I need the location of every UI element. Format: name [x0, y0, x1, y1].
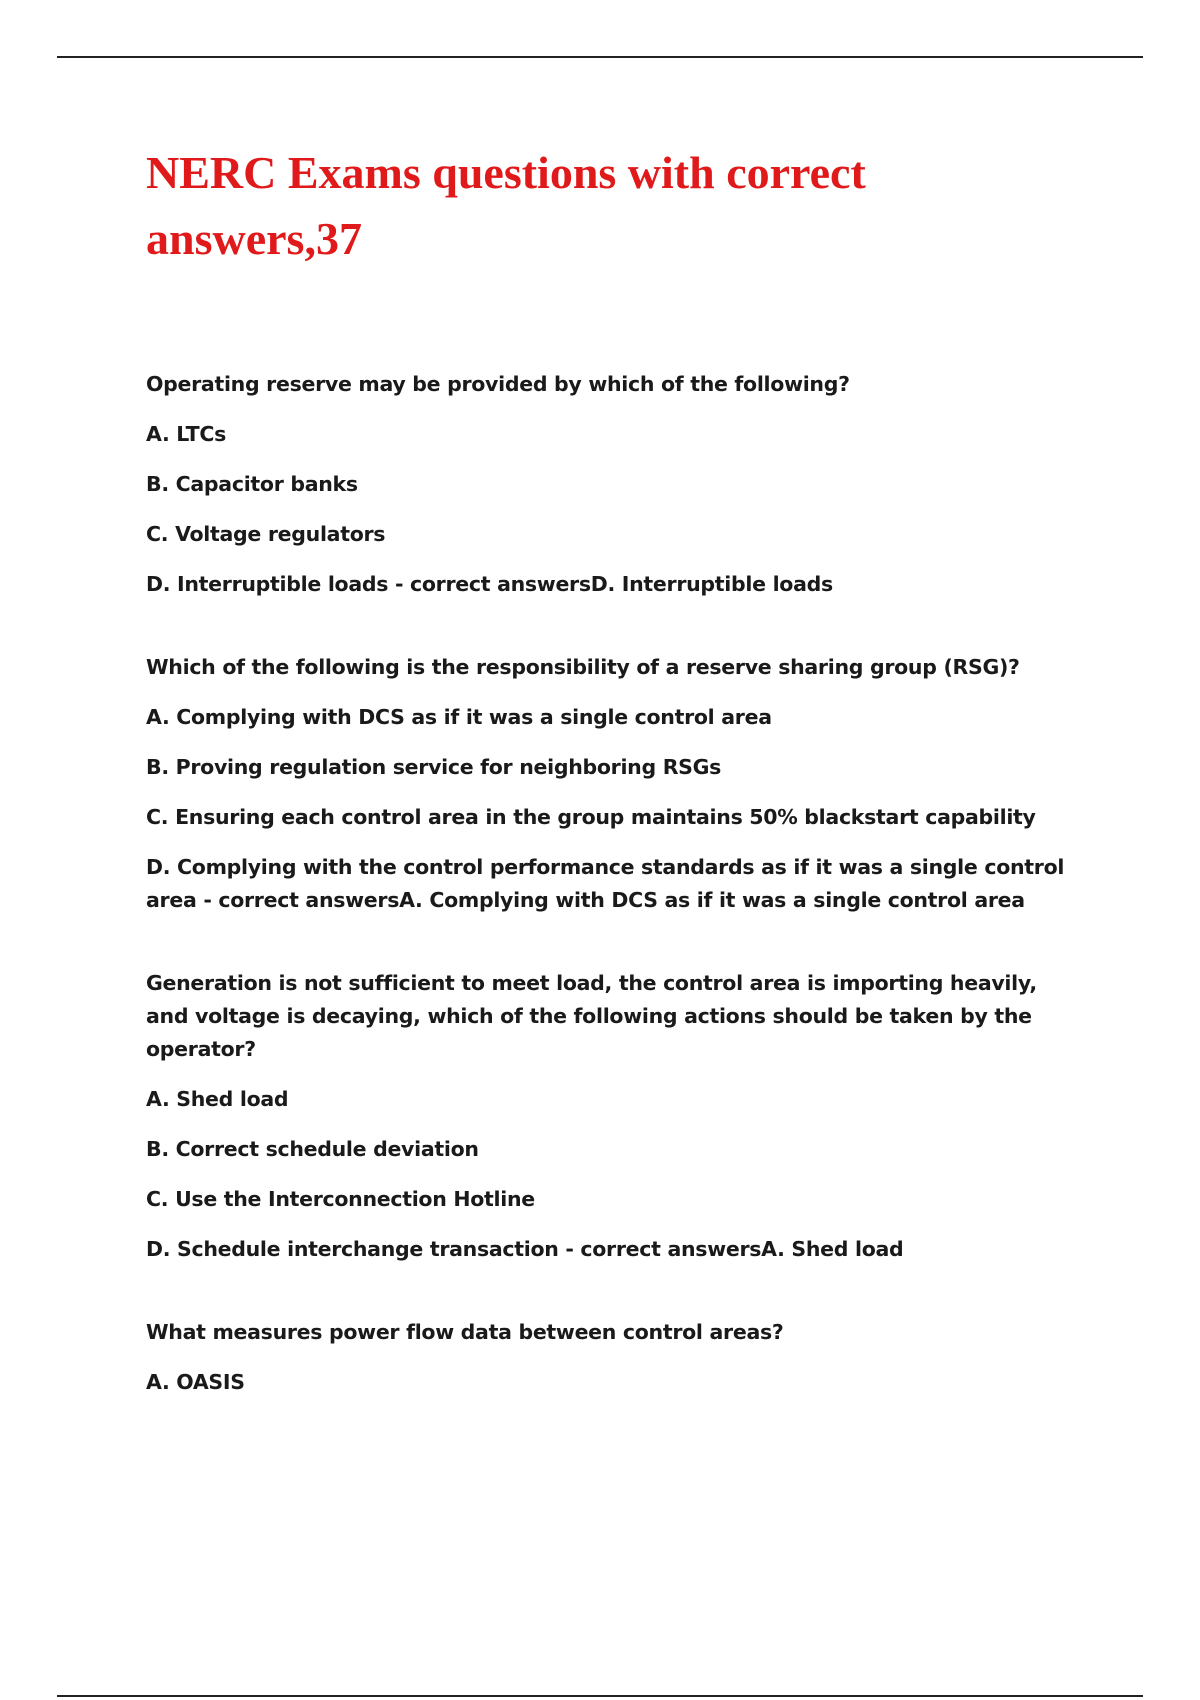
answer-option: D. Schedule interchange transaction - correct answersA. Shed load: [146, 1237, 904, 1261]
question-text: Generation is not sufficient to meet load, the control area is importing heavily, and voltage is decaying, which of the following actions should be taken by the operator?: [146, 971, 1037, 1061]
answer-option: A. LTCs: [146, 422, 226, 446]
question-text: What measures power flow data between control areas?: [146, 1320, 784, 1344]
answer-option: C. Voltage regulators: [146, 522, 386, 546]
header-rule: [57, 56, 1143, 58]
question-text: Operating reserve may be provided by which of the following?: [146, 372, 850, 396]
answer-option: C. Ensuring each control area in the group maintains 50% blackstart capability: [146, 805, 1036, 829]
answer-option: B. Proving regulation service for neighboring RSGs: [146, 755, 722, 779]
answer-option: D. Complying with the control performance standards as if it was a single control area - correct answersA. Complying with DCS as if it was a single control area: [146, 855, 1065, 912]
answer-option: D. Interruptible loads - correct answersD. Interruptible loads: [146, 572, 833, 596]
document-title: NERC Exams questions with correct answers,37: [146, 147, 866, 264]
answer-option: B. Correct schedule deviation: [146, 1137, 479, 1161]
answer-option: A. Complying with DCS as if it was a single control area: [146, 705, 772, 729]
footer-rule: [57, 1695, 1143, 1697]
answer-option: C. Use the Interconnection Hotline: [146, 1187, 535, 1211]
answer-option: A. Shed load: [146, 1087, 289, 1111]
answer-option: B. Capacitor banks: [146, 472, 358, 496]
question-text: Which of the following is the responsibility of a reserve sharing group (RSG)?: [146, 655, 1020, 679]
question-block: [146, 967, 1076, 1266]
document-body: [146, 368, 1076, 1449]
question-block: [146, 368, 1076, 601]
answer-option: A. OASIS: [146, 1370, 245, 1394]
question-block: [146, 1316, 1076, 1399]
question-block: [146, 651, 1076, 917]
